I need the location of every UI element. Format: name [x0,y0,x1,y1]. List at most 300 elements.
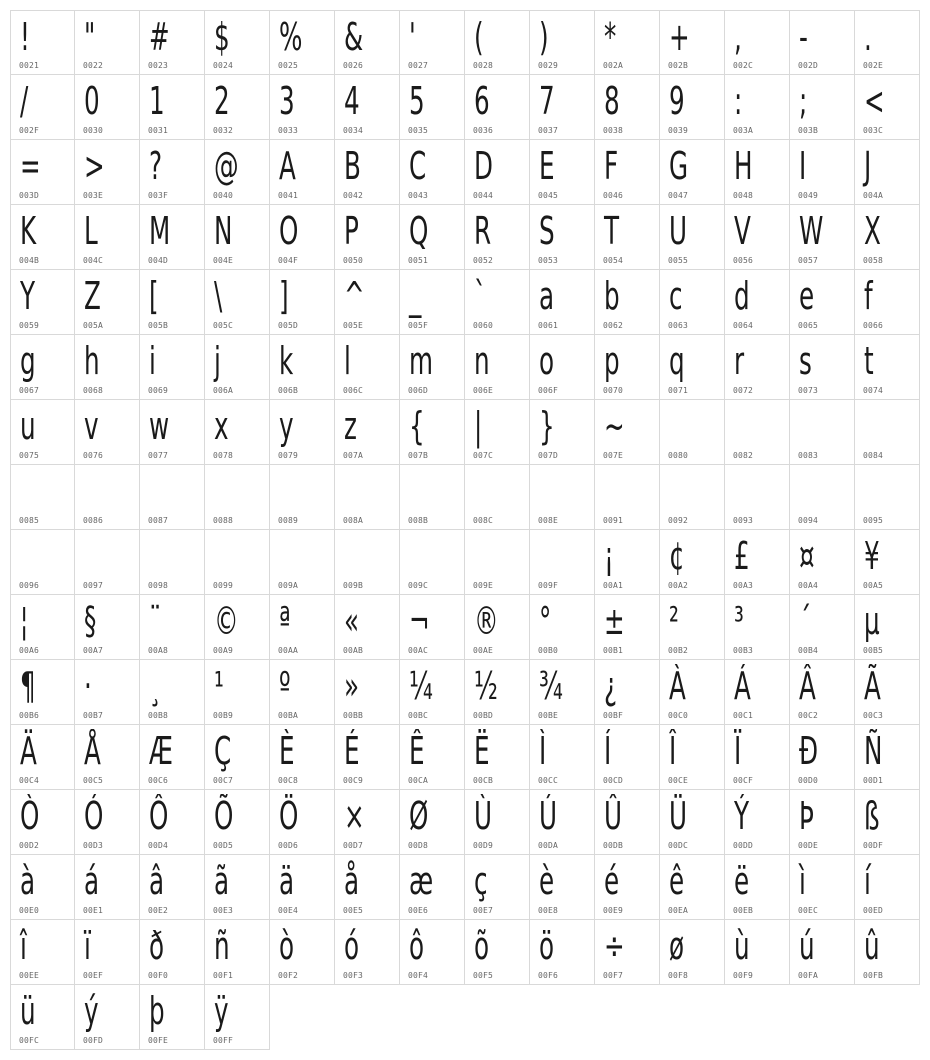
glyph-char: ô [409,924,425,968]
glyph-cell [140,205,205,270]
glyph-char: ! [20,15,30,59]
glyph-code-label: 00D1 [863,776,884,785]
glyph-cell [205,855,270,920]
glyph-code-label: 00B0 [538,646,559,655]
glyph-cell [465,790,530,855]
glyph-cell [660,725,725,790]
glyph-code-label: 0060 [473,321,494,330]
glyph-char: / [20,79,29,123]
glyph-code-label: 005B [148,321,169,330]
glyph-code-label: 003B [798,126,819,135]
glyph-code-label: 0056 [733,256,754,265]
glyph-cell [790,10,855,75]
glyph-cell [595,595,660,660]
glyph-cell [855,205,920,270]
glyph-char: a [539,274,555,318]
glyph-code-label: 00F0 [148,971,169,980]
glyph-cell [595,335,660,400]
glyph-char: h [84,339,100,383]
glyph-code-label: 0065 [798,321,819,330]
glyph-cell [530,660,595,725]
glyph-code-label: 00E2 [148,906,169,915]
glyph-char: U [669,209,688,253]
glyph-cell [465,725,530,790]
glyph-cell [790,595,855,660]
glyph-code-label: 00B6 [19,711,40,720]
glyph-cell [725,595,790,660]
glyph-cell [205,725,270,790]
glyph-char: Ç [214,729,232,773]
glyph-char: » [344,664,360,708]
glyph-cell [335,75,400,140]
glyph-char: C [409,144,427,188]
glyph-code-label: 0050 [343,256,364,265]
glyph-code-label: 0080 [668,451,689,460]
glyph-char: ¬ [409,599,430,643]
glyph-cell [335,205,400,270]
glyph-cell [595,725,660,790]
glyph-char: Ä [20,729,37,773]
glyph-char: ì [799,859,806,903]
glyph-cell [205,595,270,660]
glyph-cell [205,790,270,855]
glyph-char: o [539,339,555,383]
glyph-cell [335,335,400,400]
glyph-char: N [214,209,233,253]
glyph-code-label: 00CA [408,776,429,785]
glyph-cell [790,530,855,595]
glyph-code-label: 006B [278,386,299,395]
glyph-code-label: 00F5 [473,971,494,980]
glyph-char: , [734,15,742,59]
glyph-char: â [149,859,165,903]
glyph-code-label: 00E5 [343,906,364,915]
glyph-code-label: 0046 [603,191,624,200]
glyph-code-label: 009F [538,581,559,590]
glyph-char: L [84,209,98,253]
glyph-cell [660,400,725,465]
glyph-char: K [20,209,37,253]
glyph-cell [400,920,465,985]
glyph-char: ( [474,15,484,59]
glyph-cell [465,10,530,75]
glyph-cell [660,205,725,270]
glyph-code-label: 006E [473,386,494,395]
glyph-cell [10,530,75,595]
glyph-char: l [344,339,351,383]
glyph-cell [465,530,530,595]
glyph-code-label: 0075 [19,451,40,460]
glyph-cell [270,855,335,920]
glyph-cell [530,335,595,400]
glyph-char: D [474,144,493,188]
glyph-cell [205,205,270,270]
glyph-code-label: 00A2 [668,581,689,590]
glyph-cell [335,595,400,660]
glyph-char: ¶ [20,664,36,708]
glyph-code-label: 0063 [668,321,689,330]
glyph-char: z [344,404,357,448]
glyph-code-label: 00A5 [863,581,884,590]
glyph-code-label: 0029 [538,61,559,70]
glyph-cell [790,725,855,790]
glyph-cell [75,855,140,920]
glyph-char: º [279,664,291,708]
glyph-code-label: 0095 [863,516,884,525]
glyph-char: ë [734,859,750,903]
glyph-code-label: 0078 [213,451,234,460]
glyph-code-label: 00E6 [408,906,429,915]
glyph-char: % [279,15,303,59]
glyph-char: 7 [539,79,555,123]
glyph-code-label: 003F [148,191,169,200]
glyph-cell [725,725,790,790]
glyph-code-label: 0047 [668,191,689,200]
glyph-cell [725,335,790,400]
glyph-cell [140,335,205,400]
glyph-cell [595,400,660,465]
glyph-code-label: 00AC [408,646,429,655]
glyph-char: Õ [214,794,234,838]
glyph-cell [855,790,920,855]
glyph-cell [140,140,205,205]
glyph-cell [10,270,75,335]
glyph-cell [725,205,790,270]
glyph-char: È [279,729,295,773]
glyph-char: - [799,15,808,59]
glyph-char: À [669,664,686,708]
glyph-char: Y [20,274,36,318]
glyph-code-label: 00A1 [603,581,624,590]
glyph-code-label: 0037 [538,126,559,135]
glyph-cell [465,205,530,270]
glyph-cell [335,270,400,335]
glyph-char: B [344,144,361,188]
glyph-char: r [734,339,745,383]
glyph-cell [335,530,400,595]
glyph-code-label: 0068 [83,386,104,395]
glyph-char: ò [279,924,295,968]
glyph-cell [205,985,270,1050]
glyph-char: 6 [474,79,490,123]
glyph-code-label: 00A6 [19,646,40,655]
glyph-cell [205,660,270,725]
glyph-cell [530,270,595,335]
glyph-cell [855,270,920,335]
glyph-code-label: 0022 [83,61,104,70]
glyph-char: H [734,144,753,188]
glyph-char: Ô [149,794,169,838]
glyph-code-label: 006F [538,386,559,395]
glyph-char: | [474,404,483,448]
glyph-char: Í [604,729,612,773]
glyph-code-label: 0052 [473,256,494,265]
glyph-code-label: 0033 [278,126,299,135]
glyph-code-label: 00EE [19,971,40,980]
glyph-code-label: 0039 [668,126,689,135]
glyph-code-label: 00C7 [213,776,234,785]
glyph-char: ± [604,599,625,643]
glyph-code-label: 0099 [213,581,234,590]
glyph-code-label: 0041 [278,191,299,200]
glyph-cell [855,595,920,660]
glyph-char: 5 [409,79,425,123]
glyph-code-label: 009E [473,581,494,590]
glyph-code-label: 00F8 [668,971,689,980]
glyph-char: Â [799,664,816,708]
glyph-code-label: 008C [473,516,494,525]
glyph-char: Æ [149,729,173,773]
glyph-cell [75,335,140,400]
glyph-char: T [604,209,620,253]
glyph-cell [790,270,855,335]
glyph-code-label: 00D6 [278,841,299,850]
glyph-cell [855,530,920,595]
glyph-char: Ì [539,729,547,773]
glyph-char: Ñ [864,729,883,773]
glyph-code-label: 00D0 [798,776,819,785]
glyph-char: × [344,794,365,838]
glyph-cell [140,400,205,465]
glyph-cell [660,595,725,660]
glyph-code-label: 00D4 [148,841,169,850]
glyph-code-label: 00FE [148,1036,169,1045]
glyph-char: @ [214,144,239,188]
glyph-char: n [474,339,490,383]
glyph-code-label: 0093 [733,516,754,525]
glyph-cell [140,595,205,660]
glyph-cell [335,725,400,790]
glyph-cell [595,205,660,270]
glyph-cell [530,920,595,985]
glyph-code-label: 002B [668,61,689,70]
glyph-char: ¤ [799,534,815,578]
glyph-code-label: 00C1 [733,711,754,720]
glyph-char: ¨ [149,599,162,643]
glyph-char: < [864,79,885,123]
glyph-cell [530,595,595,660]
glyph-cell [400,725,465,790]
glyph-char: æ [409,859,434,903]
glyph-cell [140,660,205,725]
glyph-code-label: 0064 [733,321,754,330]
glyph-cell [140,725,205,790]
glyph-char: 2 [214,79,230,123]
glyph-code-label: 00EC [798,906,819,915]
glyph-cell [270,400,335,465]
glyph-char: Ï [734,729,742,773]
glyph-cell [10,10,75,75]
glyph-char: ¢ [669,534,685,578]
glyph-cell [790,855,855,920]
glyph-char: ý [84,989,99,1033]
glyph-code-label: 0069 [148,386,169,395]
glyph-code-label: 0057 [798,256,819,265]
glyph-char: û [864,924,880,968]
glyph-code-label: 00F1 [213,971,234,980]
glyph-cell [10,920,75,985]
glyph-char: Ò [20,794,40,838]
glyph-code-label: 00A3 [733,581,754,590]
glyph-char: Ó [84,794,104,838]
glyph-code-label: 00A8 [148,646,169,655]
glyph-char: ) [539,15,549,59]
glyph-cell [205,465,270,530]
glyph-cell [725,660,790,725]
glyph-code-label: 0038 [603,126,624,135]
glyph-code-label: 004D [148,256,169,265]
glyph-code-label: 0054 [603,256,624,265]
glyph-code-label: 009A [278,581,299,590]
glyph-code-label: 00C3 [863,711,884,720]
glyph-code-label: 004E [213,256,234,265]
glyph-cell [205,10,270,75]
glyph-cell [75,530,140,595]
glyph-cell [270,920,335,985]
glyph-cell [595,920,660,985]
glyph-code-label: 00AA [278,646,299,655]
glyph-code-label: 003A [733,126,754,135]
glyph-code-label: 00F9 [733,971,754,980]
glyph-cell [400,660,465,725]
glyph-char: : [734,79,743,123]
glyph-cell [10,725,75,790]
glyph-code-label: 0045 [538,191,559,200]
glyph-code-label: 0025 [278,61,299,70]
glyph-cell [400,465,465,530]
glyph-code-label: 0085 [19,516,40,525]
glyph-cell [595,660,660,725]
glyph-code-label: 00C9 [343,776,364,785]
glyph-cell [140,465,205,530]
glyph-cell [530,465,595,530]
glyph-code-label: 00E9 [603,906,624,915]
glyph-char: Ù [474,794,493,838]
glyph-code-label: 00E8 [538,906,559,915]
glyph-char: ¿ [604,664,618,708]
glyph-cell [855,920,920,985]
glyph-cell [595,530,660,595]
glyph-code-label: 00B3 [733,646,754,655]
glyph-char: > [84,144,105,188]
glyph-code-label: 002E [863,61,884,70]
glyph-code-label: 00BB [343,711,364,720]
glyph-code-label: 0036 [473,126,494,135]
glyph-code-label: 0032 [213,126,234,135]
glyph-code-label: 00B4 [798,646,819,655]
glyph-grid [10,10,920,1050]
glyph-char: Z [84,274,101,318]
glyph-code-label: 0083 [798,451,819,460]
glyph-code-label: 00BA [278,711,299,720]
glyph-code-label: 00ED [863,906,884,915]
glyph-char: g [20,339,36,383]
glyph-char: ¹ [214,664,224,708]
glyph-cell [530,530,595,595]
glyph-char: ¸ [149,664,162,708]
glyph-code-label: 0076 [83,451,104,460]
glyph-cell [335,920,400,985]
glyph-char: 1 [149,79,165,123]
glyph-char: ø [669,924,685,968]
glyph-cell [530,725,595,790]
glyph-cell [400,10,465,75]
glyph-cell [725,465,790,530]
glyph-code-label: 0073 [798,386,819,395]
glyph-char: v [84,404,99,448]
glyph-char: è [539,859,555,903]
glyph-cell [790,790,855,855]
glyph-code-label: 00D5 [213,841,234,850]
glyph-cell [530,140,595,205]
glyph-code-label: 00C0 [668,711,689,720]
glyph-cell [530,205,595,270]
glyph-cell [270,10,335,75]
glyph-code-label: 00CB [473,776,494,785]
glyph-cell [205,920,270,985]
glyph-cell [335,10,400,75]
glyph-char: Ü [669,794,688,838]
glyph-code-label: 0053 [538,256,559,265]
glyph-char: ` [474,274,487,318]
glyph-char: i [149,339,156,383]
glyph-code-label: 0098 [148,581,169,590]
glyph-cell [595,140,660,205]
glyph-cell [660,660,725,725]
glyph-char: ù [734,924,750,968]
glyph-cell [205,530,270,595]
glyph-code-label: 0074 [863,386,884,395]
glyph-code-label: 0096 [19,581,40,590]
glyph-char: Ý [734,794,750,838]
glyph-code-label: 00DB [603,841,624,850]
glyph-code-label: 003E [83,191,104,200]
glyph-code-label: 0088 [213,516,234,525]
glyph-code-label: 006D [408,386,429,395]
glyph-char: j [214,339,221,383]
glyph-code-label: 006A [213,386,234,395]
glyph-cell [725,790,790,855]
glyph-code-label: 0070 [603,386,624,395]
glyph-cell [270,140,335,205]
glyph-cell [855,140,920,205]
glyph-code-label: 00FD [83,1036,104,1045]
glyph-code-label: 0023 [148,61,169,70]
glyph-char: É [344,729,360,773]
glyph-code-label: 006C [343,386,364,395]
glyph-cell [400,270,465,335]
glyph-char: \ [214,274,223,318]
glyph-cell [855,10,920,75]
glyph-char: m [409,339,433,383]
glyph-char: ½ [474,664,498,708]
glyph-code-label: 0028 [473,61,494,70]
glyph-cell [595,465,660,530]
glyph-cell [790,660,855,725]
glyph-cell [10,660,75,725]
glyph-cell [270,660,335,725]
glyph-char: Á [734,664,751,708]
glyph-char: & [344,15,364,59]
glyph-code-label: 004B [19,256,40,265]
glyph-char: õ [474,924,490,968]
glyph-char: $ [214,15,230,59]
glyph-code-label: 00DC [668,841,689,850]
glyph-code-label: 0092 [668,516,689,525]
glyph-code-label: 00EA [668,906,689,915]
glyph-char: _ [409,274,422,318]
glyph-cell [270,205,335,270]
